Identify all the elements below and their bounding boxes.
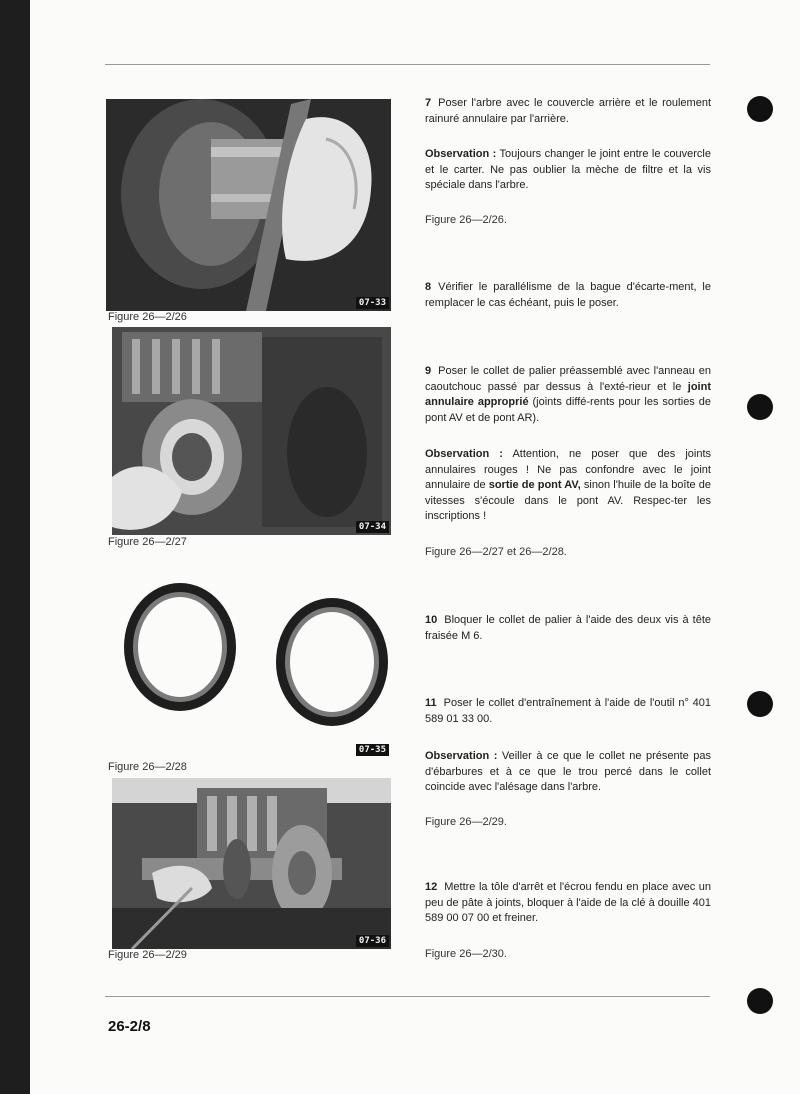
observation-9 bbox=[425, 447, 711, 525]
figure-photo-bearing-collar bbox=[112, 327, 391, 535]
step-text: Bloquer le collet de palier à l'aide des deux vis à tête fraisée M 6. bbox=[425, 614, 711, 642]
photo-reference-code: 07-33 bbox=[356, 297, 389, 309]
step-number: 7 bbox=[425, 97, 432, 109]
figure-reference: Figure 26—2/26. bbox=[425, 214, 507, 226]
step-7 bbox=[425, 96, 711, 127]
step-number: 12 bbox=[425, 881, 438, 893]
step-number: 10 bbox=[425, 614, 438, 626]
observation-text: Veiller à ce que le collet ne présente pas d'ébarbures et à ce que le trou percé dans le collet coincide avec l'alésage dans l'arbre. bbox=[425, 750, 711, 793]
figure-caption: Figure 26—2/26 bbox=[108, 311, 187, 323]
step-9 bbox=[425, 364, 711, 426]
step-11 bbox=[425, 696, 711, 727]
figure-photo-drive-collar-tool bbox=[112, 778, 391, 949]
figure-caption: Figure 26—2/27 bbox=[108, 536, 187, 548]
step-text: Poser le collet de palier préassemblé avec l'anneau en caoutchouc passé par dessus à l'exté-rieur et le bbox=[425, 365, 711, 393]
observation-label: Observation : bbox=[425, 448, 503, 460]
step-number: 8 bbox=[425, 281, 432, 293]
observation-emphasis: sortie de pont AV, bbox=[488, 479, 581, 491]
step-8 bbox=[425, 280, 711, 311]
figure-reference: Figure 26—2/27 et 26—2/28. bbox=[425, 546, 567, 558]
page-number: 26-2/8 bbox=[108, 1018, 151, 1035]
observation-text: Toujours changer le joint entre le couvercle et le carter. Ne pas oublier la mèche de filtre et la vis spéciale dans l'arbre. bbox=[425, 148, 711, 191]
punch-hole bbox=[747, 96, 773, 122]
punch-hole bbox=[747, 691, 773, 717]
top-rule bbox=[105, 64, 710, 65]
step-text: Vérifier le parallélisme de la bague d'écarte-ment, le remplacer le cas échéant, puis le poser. bbox=[425, 281, 711, 309]
photo-reference-code: 07-35 bbox=[356, 744, 389, 756]
bottom-rule bbox=[105, 996, 710, 997]
step-emphasis: joint annulaire approprié bbox=[425, 380, 711, 408]
observation-text: Attention, ne poser que des joints annulaires rouges ! Ne pas confondre avec le joint annulaire de bbox=[425, 448, 712, 491]
figure-photo-ring-seals bbox=[112, 580, 391, 758]
step-10 bbox=[425, 613, 711, 644]
figure-caption: Figure 26—2/29 bbox=[108, 949, 187, 961]
step-text: (joints diffé-rents pour les sorties de pont AV et de pont AR). bbox=[425, 396, 711, 424]
punch-hole bbox=[747, 988, 773, 1014]
observation-7 bbox=[425, 147, 711, 194]
photo-reference-code: 07-36 bbox=[356, 935, 389, 947]
punch-hole bbox=[747, 394, 773, 420]
figure-photo-shaft-installation bbox=[106, 99, 391, 311]
binding-edge bbox=[0, 0, 30, 1094]
step-text: Poser l'arbre avec le couvercle arrière et le roulement rainuré annulaire par l'arrière. bbox=[425, 97, 711, 125]
figure-reference: Figure 26—2/30. bbox=[425, 948, 507, 960]
step-text: Mettre la tôle d'arrêt et l'écrou fendu en place avec un peu de pâte à joints, bloquer à l'aide de la clé à douille 401 589 00 07 00 et freiner. bbox=[425, 881, 711, 924]
step-number: 11 bbox=[425, 697, 437, 709]
step-number: 9 bbox=[425, 365, 432, 377]
figure-reference: Figure 26—2/29. bbox=[425, 816, 507, 828]
observation-text: sinon l'huile de la boîte de vitesses s'écoule dans le pont AV. Respec-ter les inscriptions ! bbox=[425, 479, 711, 522]
step-text: Poser le collet d'entraînement à l'aide de l'outil n° 401 589 01 33 00. bbox=[425, 697, 711, 725]
step-12 bbox=[425, 880, 711, 927]
figure-caption: Figure 26—2/28 bbox=[108, 761, 187, 773]
photo-reference-code: 07-34 bbox=[356, 521, 389, 533]
observation-label: Observation : bbox=[425, 148, 497, 160]
observation-11 bbox=[425, 749, 711, 796]
observation-label: Observation : bbox=[425, 750, 498, 762]
